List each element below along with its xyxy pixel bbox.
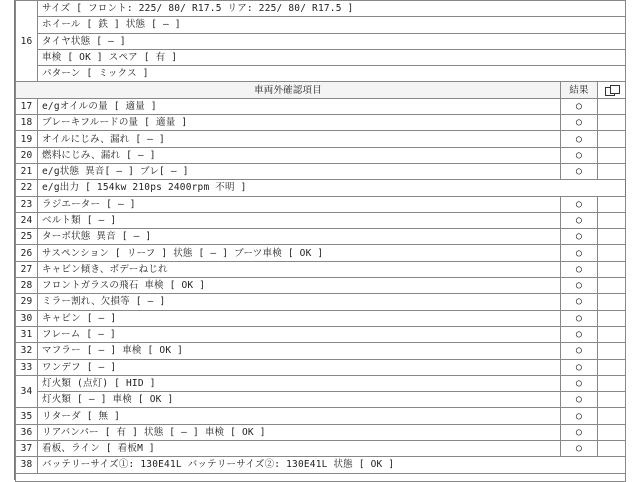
item-text: ラジエーター [ ― ]	[38, 196, 561, 212]
empty-cell	[598, 310, 626, 326]
empty-cell	[598, 326, 626, 342]
edit-button[interactable]	[598, 82, 626, 98]
table-row	[16, 457, 626, 473]
result-mark: ○	[561, 131, 598, 147]
empty-cell	[598, 261, 626, 277]
empty-cell	[598, 131, 626, 147]
row-number: 32	[16, 343, 38, 359]
table-row	[16, 98, 626, 114]
item-text: キャビン傾き、ボデーねじれ	[38, 261, 561, 277]
table-row	[16, 180, 626, 196]
row-16-line-5	[16, 66, 626, 82]
row-number: 16	[16, 1, 38, 82]
row-number: 35	[16, 408, 38, 424]
row-number: 22	[16, 180, 38, 196]
result-mark: ○	[561, 245, 598, 261]
row-number: 28	[16, 278, 38, 294]
result-mark: ○	[561, 115, 598, 131]
item-text: e/gオイルの量 [ 適量 ]	[38, 98, 561, 114]
table-row	[16, 424, 626, 440]
table-row	[16, 245, 626, 261]
table-row	[16, 115, 626, 131]
section-title: 車両外確認項目	[16, 82, 561, 98]
empty-cell	[598, 196, 626, 212]
row-16-line-4	[16, 49, 626, 65]
result-mark: ○	[561, 147, 598, 163]
empty-cell	[598, 375, 626, 391]
table-row	[16, 196, 626, 212]
table-row	[16, 375, 626, 391]
row-number: 36	[16, 424, 38, 440]
item-text: 看板、ライン [ 看板M ]	[38, 441, 561, 457]
item-text: マフラー [ ― ] 車検 [ OK ]	[38, 343, 561, 359]
wheel-info: ホイール [ 鉄 ] 状態 [ ― ]	[38, 17, 626, 33]
inspection-spare: 車検 [ OK ] スペア [ 有 ]	[38, 49, 626, 65]
empty-cell	[598, 392, 626, 408]
empty-cell	[598, 245, 626, 261]
row-number: 29	[16, 294, 38, 310]
item-text: オイルにじみ、漏れ [ ― ]	[38, 131, 561, 147]
table-row	[16, 441, 626, 457]
result-header: 結果	[561, 82, 598, 98]
empty-cell	[598, 359, 626, 375]
result-mark: ○	[561, 375, 598, 391]
table-row	[16, 310, 626, 326]
section-header-row	[16, 82, 626, 98]
inspection-sheet	[14, 0, 626, 480]
empty-cell	[598, 424, 626, 440]
item-text: ミラー割れ、欠損等 [ ― ]	[38, 294, 561, 310]
row-number: 34	[16, 375, 38, 408]
row-number: 19	[16, 131, 38, 147]
result-mark: ○	[561, 392, 598, 408]
row-16-line-2	[16, 17, 626, 33]
row-number: 27	[16, 261, 38, 277]
item-text: リターダ [ 無 ]	[38, 408, 561, 424]
item-text: 灯火類 [ ― ] 車検 [ OK ]	[38, 392, 561, 408]
result-mark: ○	[561, 98, 598, 114]
result-mark: ○	[561, 294, 598, 310]
empty-cell	[598, 163, 626, 179]
table-row	[16, 229, 626, 245]
empty-cell	[598, 408, 626, 424]
tire-condition: タイヤ状態 [ ― ]	[38, 33, 626, 49]
item-text: e/g状態 異音[ ― ] ブレ[ ― ]	[38, 163, 561, 179]
item-text: キャビン [ ― ]	[38, 310, 561, 326]
row-number: 21	[16, 163, 38, 179]
item-text: リアバンパー [ 有 ] 状態 [ ― ] 車検 [ OK ]	[38, 424, 561, 440]
result-mark: ○	[561, 261, 598, 277]
row-number: 23	[16, 196, 38, 212]
table-row	[16, 294, 626, 310]
result-mark: ○	[561, 310, 598, 326]
table-row	[16, 163, 626, 179]
result-mark: ○	[561, 212, 598, 228]
engine-output: e/g出力 [ 154kw 210ps 2400rpm 不明 ]	[38, 180, 626, 196]
item-text: ワンデフ [ ― ]	[38, 359, 561, 375]
table-row	[16, 261, 626, 277]
row-16-line-3	[16, 33, 626, 49]
table-row	[16, 278, 626, 294]
item-text: ターボ状態 異音 [ ― ]	[38, 229, 561, 245]
empty-cell	[598, 294, 626, 310]
result-mark: ○	[561, 441, 598, 457]
empty-cell	[598, 441, 626, 457]
item-text: フレーム [ ― ]	[38, 326, 561, 342]
row-number: 18	[16, 115, 38, 131]
empty-cell	[598, 115, 626, 131]
item-text: ベルト類 [ ― ]	[38, 212, 561, 228]
item-text: フロントガラスの飛石 車検 [ OK ]	[38, 278, 561, 294]
row-number: 38	[16, 457, 38, 473]
row-number: 31	[16, 326, 38, 342]
table-row	[16, 359, 626, 375]
empty-cell	[598, 212, 626, 228]
empty-cell	[598, 98, 626, 114]
item-text: ブレーキフルードの量 [ 適量 ]	[38, 115, 561, 131]
table-row	[16, 131, 626, 147]
empty-cell	[598, 147, 626, 163]
row-number: 20	[16, 147, 38, 163]
empty-cell	[598, 343, 626, 359]
item-text: 燃料にじみ、漏れ [ ― ]	[38, 147, 561, 163]
edit-icon	[605, 85, 619, 95]
result-mark: ○	[561, 326, 598, 342]
battery-info: バッテリーサイズ①: 130E41L バッテリーサイズ②: 130E41L 状態 [ OK ]	[38, 457, 626, 473]
inspection-table	[15, 0, 626, 482]
result-mark: ○	[561, 343, 598, 359]
tire-pattern: パターン [ ミックス ]	[38, 66, 626, 82]
table-row	[16, 408, 626, 424]
result-mark: ○	[561, 196, 598, 212]
row-number: 30	[16, 310, 38, 326]
tire-size: サイズ [ フロント: 225/ 80/ R17.5 リア: 225/ 80/ R17.5 ]	[38, 1, 626, 17]
table-row	[16, 392, 626, 408]
result-mark: ○	[561, 424, 598, 440]
empty-cell	[598, 229, 626, 245]
table-row	[16, 326, 626, 342]
item-text: サスペンション [ リーフ ] 状態 [ ― ] ブーツ車検 [ OK ]	[38, 245, 561, 261]
result-mark: ○	[561, 163, 598, 179]
row-number: 37	[16, 441, 38, 457]
result-mark: ○	[561, 359, 598, 375]
table-row	[16, 147, 626, 163]
row-number: 26	[16, 245, 38, 261]
row-16-line-1	[16, 1, 626, 17]
row-number: 33	[16, 359, 38, 375]
result-mark: ○	[561, 278, 598, 294]
result-mark: ○	[561, 408, 598, 424]
result-mark: ○	[561, 229, 598, 245]
row-number: 17	[16, 98, 38, 114]
row-number: 25	[16, 229, 38, 245]
empty-cell	[598, 278, 626, 294]
table-row	[16, 343, 626, 359]
row-number: 24	[16, 212, 38, 228]
item-text: 灯火類 (点灯) [ HID ]	[38, 375, 561, 391]
table-row	[16, 212, 626, 228]
